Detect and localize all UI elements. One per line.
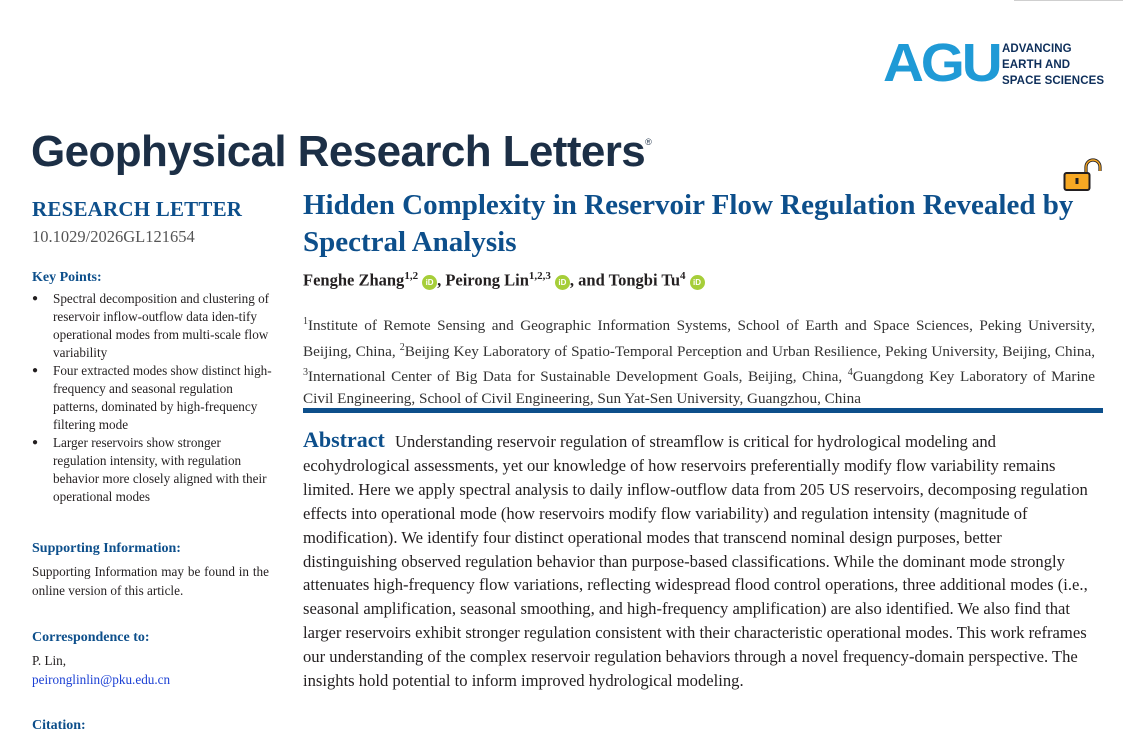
author-name: Tongbi Tu [608, 270, 681, 290]
correspondence-block [32, 651, 269, 689]
affiliations [303, 311, 1095, 409]
author-name: Peirong Lin [445, 270, 529, 290]
agu-logo[interactable] [883, 33, 1105, 93]
author-name: Fenghe Zhang [303, 270, 405, 290]
agu-logo-mark: AGU [883, 33, 1000, 93]
author-separator: , and [569, 270, 609, 290]
author-separator: , [437, 270, 446, 290]
article-title: Hidden Complexity in Reservoir Flow Regulation Revealed by Spectral Analysis [303, 189, 1074, 258]
author-affiliation-sup: 4 [680, 270, 686, 282]
key-points-heading: Key Points: [32, 270, 102, 285]
article-type-label: RESEARCH LETTER [32, 197, 243, 221]
affiliation-text: International Center of Big Data for Sustainable Development Goals, Beijing, China, [308, 368, 848, 386]
affiliation-number: 3 [303, 367, 308, 379]
agu-logo-tagline [1002, 41, 1104, 89]
abstract [303, 428, 1095, 693]
affiliation-text: Guangdong Key Laboratory of Marine Civil Engineering, School of Civil Engineering, Sun Yat-Sen University, Guangzhou, China [303, 368, 1096, 407]
affiliation-number: 2 [399, 341, 405, 353]
affiliation-text: Beijing Key Laboratory of Spatio-Temporal Perception and Urban Resilience, Peking University, Beijing, China, [404, 342, 1096, 360]
key-point-item: ● Four extracted modes show distinct high-frequency and seasonal regulation patterns, dominated by high-frequency filtering mode [32, 362, 272, 434]
affiliation-number: 1 [303, 316, 308, 327]
affiliation-number: 4 [847, 367, 853, 379]
author-affiliation-sup: 1,2 [404, 270, 419, 282]
agu-tagline-line-3: SPACE SCIENCES [1002, 75, 1105, 87]
key-point-item: ● Larger reservoirs show stronger regulation intensity, with regulation behavior more closely aligned with their operational modes [32, 434, 272, 506]
journal-trademark: ® [645, 137, 652, 147]
abstract-text: Understanding reservoir regulation of streamflow is critical for hydrological modeling and ecohydrological assessments, yet our knowledge of how reservoirs preferentially modify flow variability remains limited. Here we apply spectral analysis to daily inflow-outflow data from 205 US reservoirs, decomposing regulation effects into operational mode (how reservoirs modify flow variability) and regulation intensity (magnitude of modification). We identify four distinct operational modes that transcend nominal design purposes, better distinguishing observed regulation behavior than purpose-based classifications. While the dominant mode strongly attenuates high-frequency flow variations, reflecting widespread flood control operations, three additional modes (i.e., seasonal amplification, seasonal smoothing, and high-frequency amplification) are also identified. We also find that larger reservoirs exhibit stronger regulation consistent with their characteristic operational modes. This work reframes our understanding of the complex reservoir regulation behaviors through a novel frequency-domain perspective. The insights hold potential to inform improved hydrological modeling. [303, 432, 1088, 691]
key-point-item: ● Spectral decomposition and clustering of reservoir inflow-outflow data iden-tify operational modes from multi-scale flow variability [32, 290, 272, 362]
orcid-icon[interactable]: iD [555, 275, 570, 290]
journal-name: Geophysical Research Letters [31, 127, 646, 176]
journal-title [31, 127, 651, 177]
section-divider [303, 408, 1103, 413]
affiliation-text: Institute of Remote Sensing and Geographic Information Systems, School of Earth and Space Sciences, Peking University, Beijing, China, [303, 317, 1095, 360]
author-affiliation-sup: 1,2,3 [528, 270, 551, 282]
supporting-info-text: Supporting Information may be found in the online version of this article. [32, 564, 269, 598]
author-list [303, 270, 705, 291]
orcid-icon[interactable]: iD [422, 275, 437, 290]
correspondence-name: P. Lin, [32, 653, 67, 668]
key-points-list [32, 290, 272, 506]
abstract-heading: Abstract [303, 427, 385, 452]
citation-heading: Citation: [32, 718, 86, 733]
correspondence-heading: Correspondence to: [32, 630, 150, 645]
agu-tagline-line-2: EARTH AND [1002, 59, 1071, 71]
orcid-icon[interactable]: iD [690, 275, 705, 290]
top-edge-rule [1014, 0, 1123, 1]
agu-tagline-line-1: ADVANCING [1002, 43, 1072, 55]
correspondence-email-link[interactable]: peironglinlin@pku.edu.cn [32, 672, 171, 687]
doi-text[interactable]: 10.1029/2026GL121654 [32, 227, 195, 246]
supporting-info-heading: Supporting Information: [32, 541, 181, 556]
